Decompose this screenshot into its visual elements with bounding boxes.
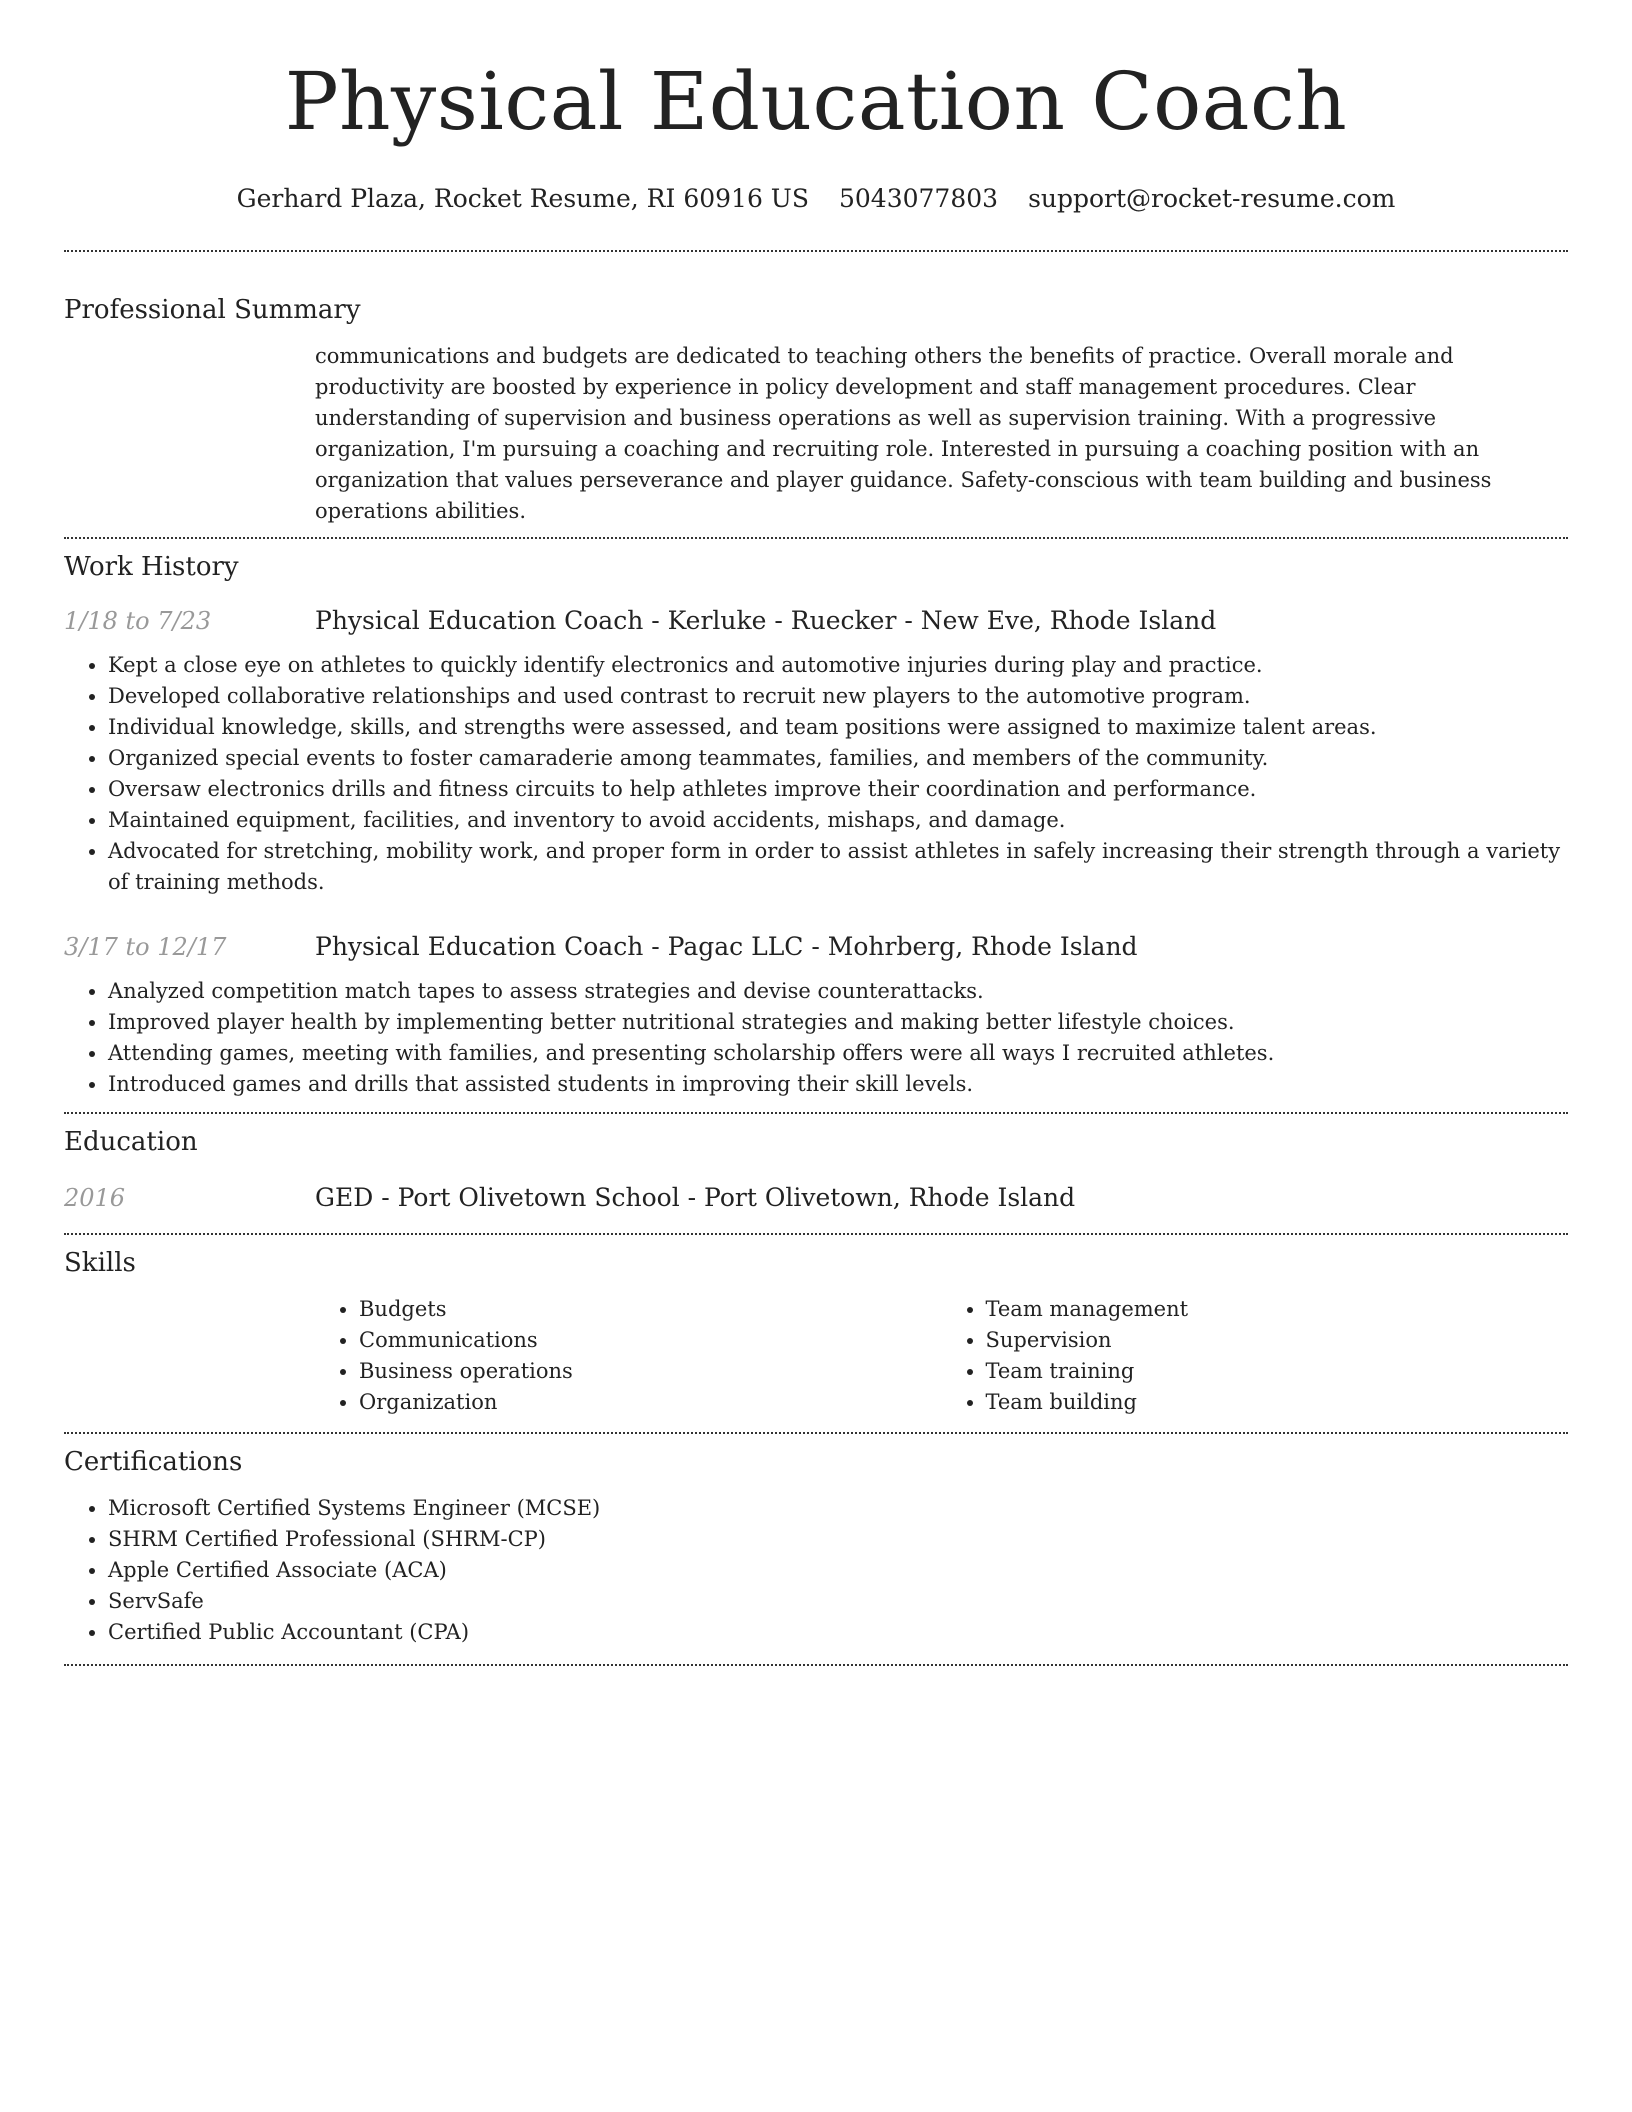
section-title-education: Education <box>64 1127 198 1157</box>
contact-address: Gerhard Plaza, Rocket Resume, RI 60916 US <box>236 184 809 213</box>
education-entry <box>64 1181 1568 1215</box>
job-dates: 1/18 to 7/23 <box>64 607 212 635</box>
list-item: • Analyzed competition match tapes to assess strategies and devise counterattacks. <box>108 976 1568 1007</box>
job-bullets <box>64 976 1568 1100</box>
section-title-work-history: Work History <box>64 552 239 582</box>
list-item: • Kept a close eye on athletes to quickly identify electronics and automotive injuries during play and practice. <box>108 650 1568 681</box>
divider <box>64 1233 1568 1235</box>
section-title-skills: Skills <box>64 1248 136 1278</box>
work-history-section <box>64 550 1568 1100</box>
list-item: • Individual knowledge, skills, and strengths were assessed, and team positions were assigned to maximize talent areas. <box>108 712 1568 743</box>
certifications-list <box>64 1493 1568 1648</box>
list-item: • Apple Certified Associate (ACA) <box>108 1555 1568 1586</box>
education-section <box>64 1125 1568 1215</box>
list-item: • Certified Public Accountant (CPA) <box>108 1617 1568 1648</box>
list-item: • SHRM Certified Professional (SHRM-CP) <box>108 1524 1568 1555</box>
list-item: • Attending games, meeting with families, and presenting scholarship offers were all ways I recruited athletes. <box>108 1038 1568 1069</box>
divider <box>64 1112 1568 1114</box>
list-item: • Business operations <box>359 1356 942 1387</box>
resume-page <box>64 0 1568 1666</box>
certifications-section <box>64 1445 1568 1648</box>
list-item: • Improved player health by implementing better nutritional strategies and making better lifestyle choices. <box>108 1007 1568 1038</box>
divider <box>64 537 1568 539</box>
resume-name: Physical Education Coach <box>284 55 1348 148</box>
list-item: • Developed collaborative relationships and used contrast to recruit new players to the automotive program. <box>108 681 1568 712</box>
list-item: • Maintained equipment, facilities, and inventory to avoid accidents, mishaps, and damage. <box>108 805 1568 836</box>
summary-text: communications and budgets are dedicated to teaching others the benefits of practice. Overall morale and productivity are boosted by experience in policy development and staff management procedures. Clear understanding of supervision and business operations as well as supervision training. With a progressive organization, I'm pursuing a coaching and recruiting role. Interested in pursuing a coaching position with an organization that values perseverance and player guidance. Safety-conscious with team building and business operations abilities. <box>315 344 1492 523</box>
job-title: Physical Education Coach - Pagac LLC - Mohrberg, Rhode Island <box>315 932 1138 961</box>
divider <box>64 1432 1568 1434</box>
divider <box>64 250 1568 252</box>
list-item: • Oversaw electronics drills and fitness circuits to help athletes improve their coordination and performance. <box>108 774 1568 805</box>
list-item: • Advocated for stretching, mobility work, and proper form in order to assist athletes in safely increasing their strength through a variety of training methods. <box>108 836 1568 898</box>
list-item: • Budgets <box>359 1294 942 1325</box>
job-title: Physical Education Coach - Kerluke - Ruecker - New Eve, Rhode Island <box>315 606 1217 635</box>
list-item: • Organization <box>359 1387 942 1418</box>
section-title-certifications: Certifications <box>64 1447 243 1477</box>
list-item: • Organized special events to foster camaraderie among teammates, families, and members of the community. <box>108 743 1568 774</box>
list-item: • Team management <box>986 1294 1569 1325</box>
section-title-summary: Professional Summary <box>64 295 361 325</box>
education-title: GED - Port Olivetown School - Port Olivetown, Rhode Island <box>315 1183 1076 1212</box>
list-item: • Team building <box>986 1387 1569 1418</box>
list-item: • Supervision <box>986 1325 1569 1356</box>
skills-list-left <box>315 1294 942 1418</box>
job-dates: 3/17 to 12/17 <box>64 933 227 961</box>
contact-phone: 5043077803 <box>839 184 999 213</box>
job-bullets <box>64 650 1568 898</box>
education-year: 2016 <box>64 1184 126 1212</box>
list-item: • Communications <box>359 1325 942 1356</box>
contact-email[interactable]: support@rocket-resume.com <box>1028 184 1396 213</box>
contact-line <box>64 182 1568 216</box>
skills-section <box>64 1246 1568 1418</box>
skills-list-right <box>942 1294 1569 1418</box>
job-entry <box>64 930 1568 1100</box>
list-item: • Team training <box>986 1356 1569 1387</box>
job-entry <box>64 604 1568 898</box>
skills-grid <box>315 1294 1568 1418</box>
list-item: • Introduced games and drills that assisted students in improving their skill levels. <box>108 1069 1568 1100</box>
list-item: • Microsoft Certified Systems Engineer (MCSE) <box>108 1493 1568 1524</box>
list-item: • ServSafe <box>108 1586 1568 1617</box>
summary-section <box>64 293 1568 527</box>
divider <box>64 1664 1568 1666</box>
